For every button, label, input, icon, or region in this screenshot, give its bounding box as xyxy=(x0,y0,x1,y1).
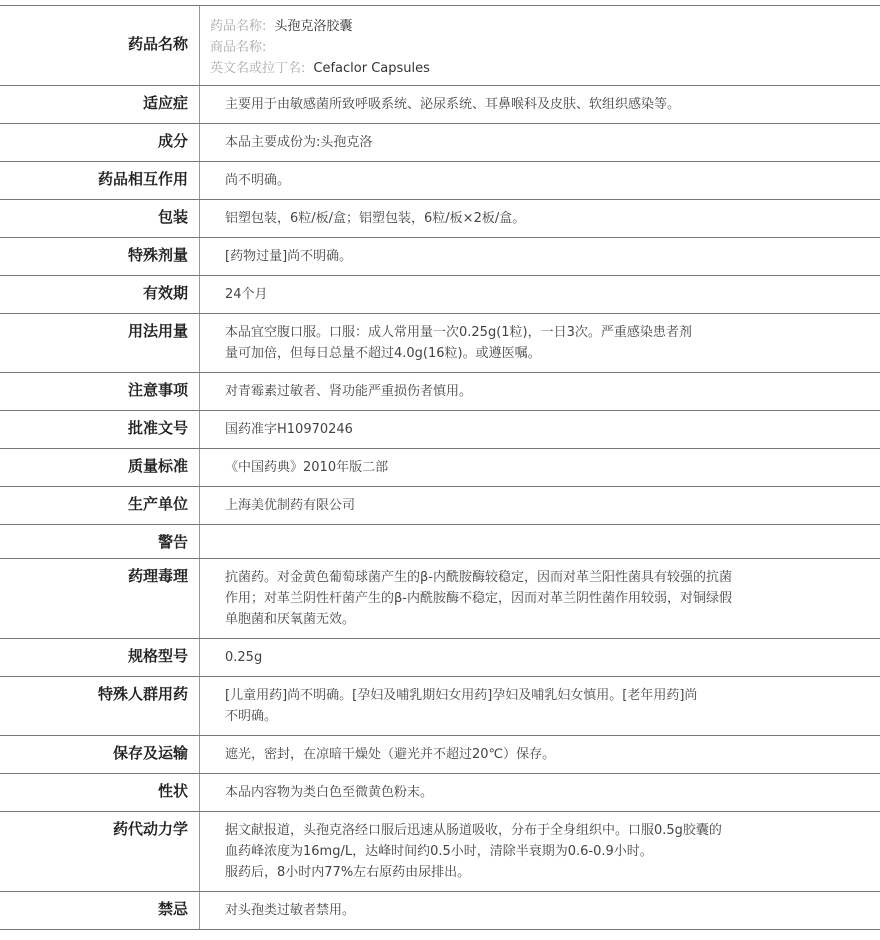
row-label: 用法用量 xyxy=(0,314,200,372)
row-label: 特殊人群用药 xyxy=(0,677,200,735)
row-value-line: 0.25g xyxy=(225,650,263,665)
table-row xyxy=(0,86,880,124)
row-value-line: 对青霉素过敏者、肾功能严重损伤者慎用。 xyxy=(225,384,473,399)
trade-name-line xyxy=(210,37,870,58)
drug-spec-table xyxy=(0,5,880,930)
row-value-line: 量可加倍，但每日总量不超过4.0g(16粒)。或遵医嘱。 xyxy=(225,346,541,361)
row-value xyxy=(200,314,880,372)
table-row xyxy=(0,487,880,525)
row-value xyxy=(200,736,880,773)
row-drug-name xyxy=(0,6,880,86)
row-label: 警告 xyxy=(0,525,200,558)
row-value-line: 遮光，密封，在凉暗干燥处（避光并不超过20℃）保存。 xyxy=(225,747,556,762)
row-value-line: 国药准字H10970246 xyxy=(225,422,353,437)
table-row xyxy=(0,774,880,812)
row-label: 药品相互作用 xyxy=(0,162,200,199)
row-label: 适应症 xyxy=(0,86,200,123)
row-label: 特殊剂量 xyxy=(0,238,200,275)
english-name-value: Cefaclor Capsules xyxy=(313,61,430,76)
row-value xyxy=(200,162,880,199)
table-row xyxy=(0,559,880,639)
row-label: 生产单位 xyxy=(0,487,200,524)
table-row xyxy=(0,238,880,276)
row-value-line: 《中国药典》2010年版二部 xyxy=(225,460,389,475)
row-value-line: [儿童用药]尚不明确。[孕妇及哺乳期妇女用药]孕妇及哺乳妇女慎用。[老年用药]尚 xyxy=(225,688,698,703)
row-value xyxy=(200,238,880,275)
row-label: 有效期 xyxy=(0,276,200,313)
row-value-line: 本品宜空腹口服。口服：成人常用量一次0.25g(1粒)，一日3次。严重感染患者剂 xyxy=(225,325,692,340)
row-value xyxy=(200,124,880,161)
row-value xyxy=(200,200,880,237)
row-value xyxy=(200,774,880,811)
row-label: 规格型号 xyxy=(0,639,200,676)
row-value-line: 不明确。 xyxy=(225,709,278,724)
english-name-line xyxy=(210,58,870,79)
table-row xyxy=(0,449,880,487)
trade-name-key: 商品名称: xyxy=(210,40,267,55)
row-value-line: 单胞菌和厌氧菌无效。 xyxy=(225,612,356,627)
row-value-line: 上海美优制药有限公司 xyxy=(225,498,356,513)
generic-name-value: 头孢克洛胶囊 xyxy=(274,19,353,34)
row-value xyxy=(200,559,880,638)
row-value-line: 尚不明确。 xyxy=(225,173,291,188)
row-value-line: 本品内容物为类白色至微黄色粉末。 xyxy=(225,785,434,800)
table-row xyxy=(0,525,880,559)
row-value xyxy=(200,449,880,486)
row-label: 批准文号 xyxy=(0,411,200,448)
row-value-line: 抗菌药。对金黄色葡萄球菌产生的β-内酰胺酶较稳定，因而对革兰阳性菌具有较强的抗菌 xyxy=(225,570,732,585)
row-label: 药品名称 xyxy=(0,6,200,85)
row-value-line: 作用；对革兰阴性杆菌产生的β-内酰胺酶不稳定，因而对革兰阴性菌作用较弱，对铜绿假 xyxy=(225,591,732,606)
row-label: 成分 xyxy=(0,124,200,161)
row-value xyxy=(200,373,880,410)
row-value-line: 据文献报道，头孢克洛经口服后迅速从肠道吸收，分布于全身组织中。口服0.5g胶囊的 xyxy=(225,823,722,838)
english-name-key: 英文名或拉丁名: xyxy=(210,61,306,76)
row-value-line: 铝塑包装，6粒/板/盒；铝塑包装，6粒/板×2板/盒。 xyxy=(225,211,526,226)
table-row xyxy=(0,373,880,411)
generic-name-key: 药品名称: xyxy=(210,19,267,34)
row-value xyxy=(200,487,880,524)
row-value xyxy=(200,639,880,676)
drug-name-block xyxy=(200,6,880,85)
row-value-line: [药物过量]尚不明确。 xyxy=(225,249,353,264)
row-value xyxy=(200,86,880,123)
table-row xyxy=(0,124,880,162)
row-value-line: 对头孢类过敏者禁用。 xyxy=(225,903,356,918)
table-row xyxy=(0,411,880,449)
row-label: 包装 xyxy=(0,200,200,237)
row-label: 禁忌 xyxy=(0,892,200,929)
row-label: 注意事项 xyxy=(0,373,200,410)
row-value-line: 本品主要成份为:头孢克洛 xyxy=(225,135,373,150)
table-row xyxy=(0,639,880,677)
row-value-line: 血药峰浓度为16mg/L，达峰时间约0.5小时，清除半衰期为0.6-0.9小时。 xyxy=(225,844,653,859)
row-value xyxy=(200,411,880,448)
row-value xyxy=(200,892,880,929)
row-value-line: 主要用于由敏感菌所致呼吸系统、泌尿系统、耳鼻喉科及皮肤、软组织感染等。 xyxy=(225,97,681,112)
row-value xyxy=(200,525,880,558)
row-value xyxy=(200,677,880,735)
table-row xyxy=(0,892,880,930)
table-row xyxy=(0,162,880,200)
row-value-line: 24个月 xyxy=(225,287,268,302)
table-row xyxy=(0,276,880,314)
table-row xyxy=(0,200,880,238)
row-value-line: 服药后，8小时内77%左右原药由尿排出。 xyxy=(225,865,471,880)
table-row xyxy=(0,812,880,892)
table-row xyxy=(0,314,880,373)
row-label: 药理毒理 xyxy=(0,559,200,638)
row-label: 保存及运输 xyxy=(0,736,200,773)
row-value xyxy=(200,276,880,313)
table-row xyxy=(0,677,880,736)
row-label: 质量标准 xyxy=(0,449,200,486)
row-value xyxy=(200,812,880,891)
row-label: 药代动力学 xyxy=(0,812,200,891)
table-row xyxy=(0,736,880,774)
generic-name-line xyxy=(210,16,870,37)
row-label: 性状 xyxy=(0,774,200,811)
spec-rows xyxy=(0,86,880,930)
